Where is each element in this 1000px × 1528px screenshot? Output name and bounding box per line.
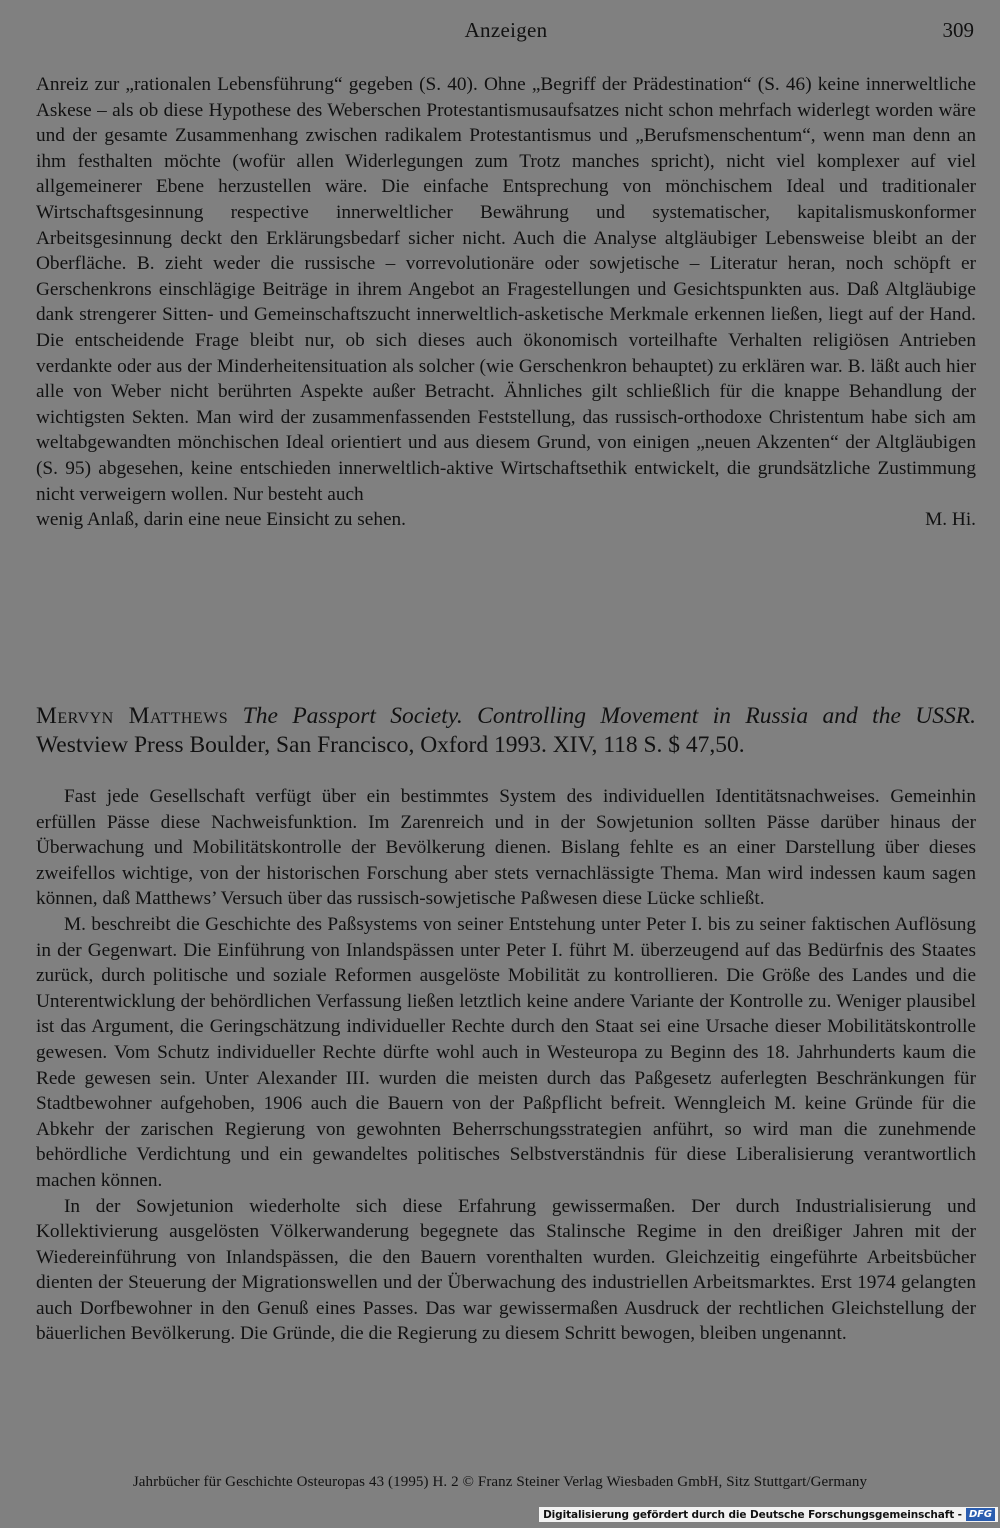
digitization-text: Digitalisierung gefördert durch die Deutsche Forschungsgemeinschaft - [543,1508,962,1521]
running-head-title: Anzeigen [464,18,548,42]
dfg-logo-icon: DFG [966,1508,995,1521]
review-1-paragraph: Anreiz zur „rationalen Lebensführung“ gegeben (S. 40). Ohne „Begriff der Prädestination“ (S. 46) keine innerweltliche Askese – als ob diese Hypothese des Weberschen Protestantismusaufsatzes nicht schon mehrfach widerlegt worden wäre und der gesamte Zusammenhang zwischen radikalem Protestantismus und „Berufsmenschentum“, wenn man denn an ihm festhalten möchte (wofür allen Widerlegungen zum Trotz manches spricht), nicht viel komplexer auf viel allgemeinerer Ebene herzustellen wäre. Die einfache Entsprechung von mönchischem Ideal und traditionaler Wirtschaftsgesinnung respective innerweltlicher Bewährung und systematischer, kapitalismuskonformer Arbeitsgesinnung deckt den Erklärungsbedarf sicher nicht. Auch die Analyse altgläubiger Lebensweise bleibt an der Oberfläche. B. zieht weder die russische – vorrevolutionäre oder sowjetische – Literatur heran, noch schöpft er Gerschenkrons einschlägige Beiträge in ihrem Angebot an Fragestellungen und Gesichtspunkten aus. Daß Altgläubige dank strengerer Sitten- und Gemeinschaftszucht innerweltlich-asketische Merkmale erkennen ließen, liegt auf der Hand. Die entscheidende Frage bleibt nur, ob sich dieses auch ökonomisch vorteilhafte Verhalten religiösen Antrieben verdankte oder aus der Minderheitensituation als solcher (wie Gerschenkron behauptet) zu erklären war. B. läßt auch hier alle von Weber nicht berührten Aspekte außer Betracht. Ähnliches gilt schließlich für die knappe Behandlung der wichtigsten Sekten. Man wird der zusammenfassenden Feststellung, das russisch-orthodoxe Christentum habe sich am weltabgewandten mönchischen Ideal orientiert und aus diesem Grund, von einigen „neuen Akzenten“ der Altgläubigen (S. 95) abgesehen, keine entschieden innerweltlich-aktive Wirtschaftsethik entwickelt, die grundsätzliche Zustimmung nicht verweigern wollen. Nur besteht auch [36,74,976,505]
review-2-body [36,784,976,1347]
review-2-paragraph: Fast jede Gesellschaft verfügt über ein bestimmtes System des individuellen Identitätsnachweises. Gemeinhin erfüllen Pässe diese Nachweisfunktion. Im Zarenreich und in der Sowjetunion sollten Pässe darüber hinaus der Überwachung und Mobilitätskontrolle der Bevölkerung dienen. Bislang fehlte es an einer Darstellung über dieses zweifellos wichtige, von der historischen Forschung aber stets vernachlässigte Thema. Man wird indessen kaum sagen können, daß Matthews’ Versuch über das russisch-sowjetische Paßwesen diese Lücke schließt. [36,786,976,910]
publication-info: Westview Press Boulder, San Francisco, Oxford 1993. XIV, 118 S. $ 47,50. [36,732,745,758]
review-1-closing-line [36,507,976,533]
book-author: Mervyn Matthews [36,703,229,729]
page-number: 309 [942,18,974,42]
journal-footer: Jahrbücher für Geschichte Osteuropas 43 (1995) H. 2 © Franz Steiner Verlag Wiesbaden GmbH, Sitz Stuttgart/Germany [132,1474,868,1490]
reviewer-signature: M. Hi. [925,509,976,531]
review-2-header [36,702,976,760]
running-head [36,18,976,46]
book-title: The Passport Society. Controlling Movement in Russia and the USSR. [242,703,977,729]
digitization-notice [539,1507,998,1522]
review-2-paragraph: In der Sowjetunion wiederholte sich diese Erfahrung gewissermaßen. Der durch Industrialisierung und Kollektivierung ausgelösten Völkerwanderung begegnete das Stalinsche Regime in den dreißiger Jahren mit der Wiedereinführung von Inlandspässen, die den Bauern vorenthalten wurden. Gleichzeitig eingeführte Arbeitsbücher dienten der Steuerung der Migrationswellen und der Überwachung des industriellen Arbeitsmarktes. Erst 1974 gelangten auch Dorfbewohner in den Genuß eines Passes. Das war gewissermaßen Ausdruck der rechtlichen Gleichstellung der bäuerlichen Bevölkerung. Die Gründe, die die Regierung zu diesem Schritt bewogen, bleiben ungenannt. [36,1195,976,1345]
review-1-continuation [36,72,976,533]
review-1-last-line: wenig Anlaß, darin eine neue Einsicht zu sehen. [36,509,406,531]
review-2-paragraph: M. beschreibt die Geschichte des Paßsystems von seiner Entstehung unter Peter I. bis zu seiner faktischen Auflösung in der Gegenwart. Die Einführung von Inlandspässen unter Peter I. führt M. überzeugend auf das Bedürfnis des Staates zurück, durch politische und soziale Reformen ausgelöste Mobilität zu kontrollieren. Die Größe des Landes und die Unterentwicklung der behördlichen Verfassung ließen letztlich keine andere Variante der Kontrolle zu. Weniger plausibel ist das Argument, die Geringschätzung individueller Rechte durch den Staat sei eine Ursache dieser Mobilitätskontrolle gewesen. Vom Schutz individueller Rechte dürfte wohl auch in Westeuropa zu Beginn des 18. Jahrhunderts kaum die Rede gewesen sein. Unter Alexander III. wurden die meisten durch das Paßgesetz auferlegten Beschränkungen für Stadtbewohner aufgehoben, 1906 auch die Bauern von der Paßpflicht befreit. Wenngleich M. keine Gründe für die Abkehr der zarischen Regierung von gewohnten Beherrschungsstrategien anführt, so wird man die zunehmende behördliche Verdichtung und ein gewandeltes politisches Selbstverständnis für diese Liberalisierung verantwortlich machen können. [36,913,976,1191]
